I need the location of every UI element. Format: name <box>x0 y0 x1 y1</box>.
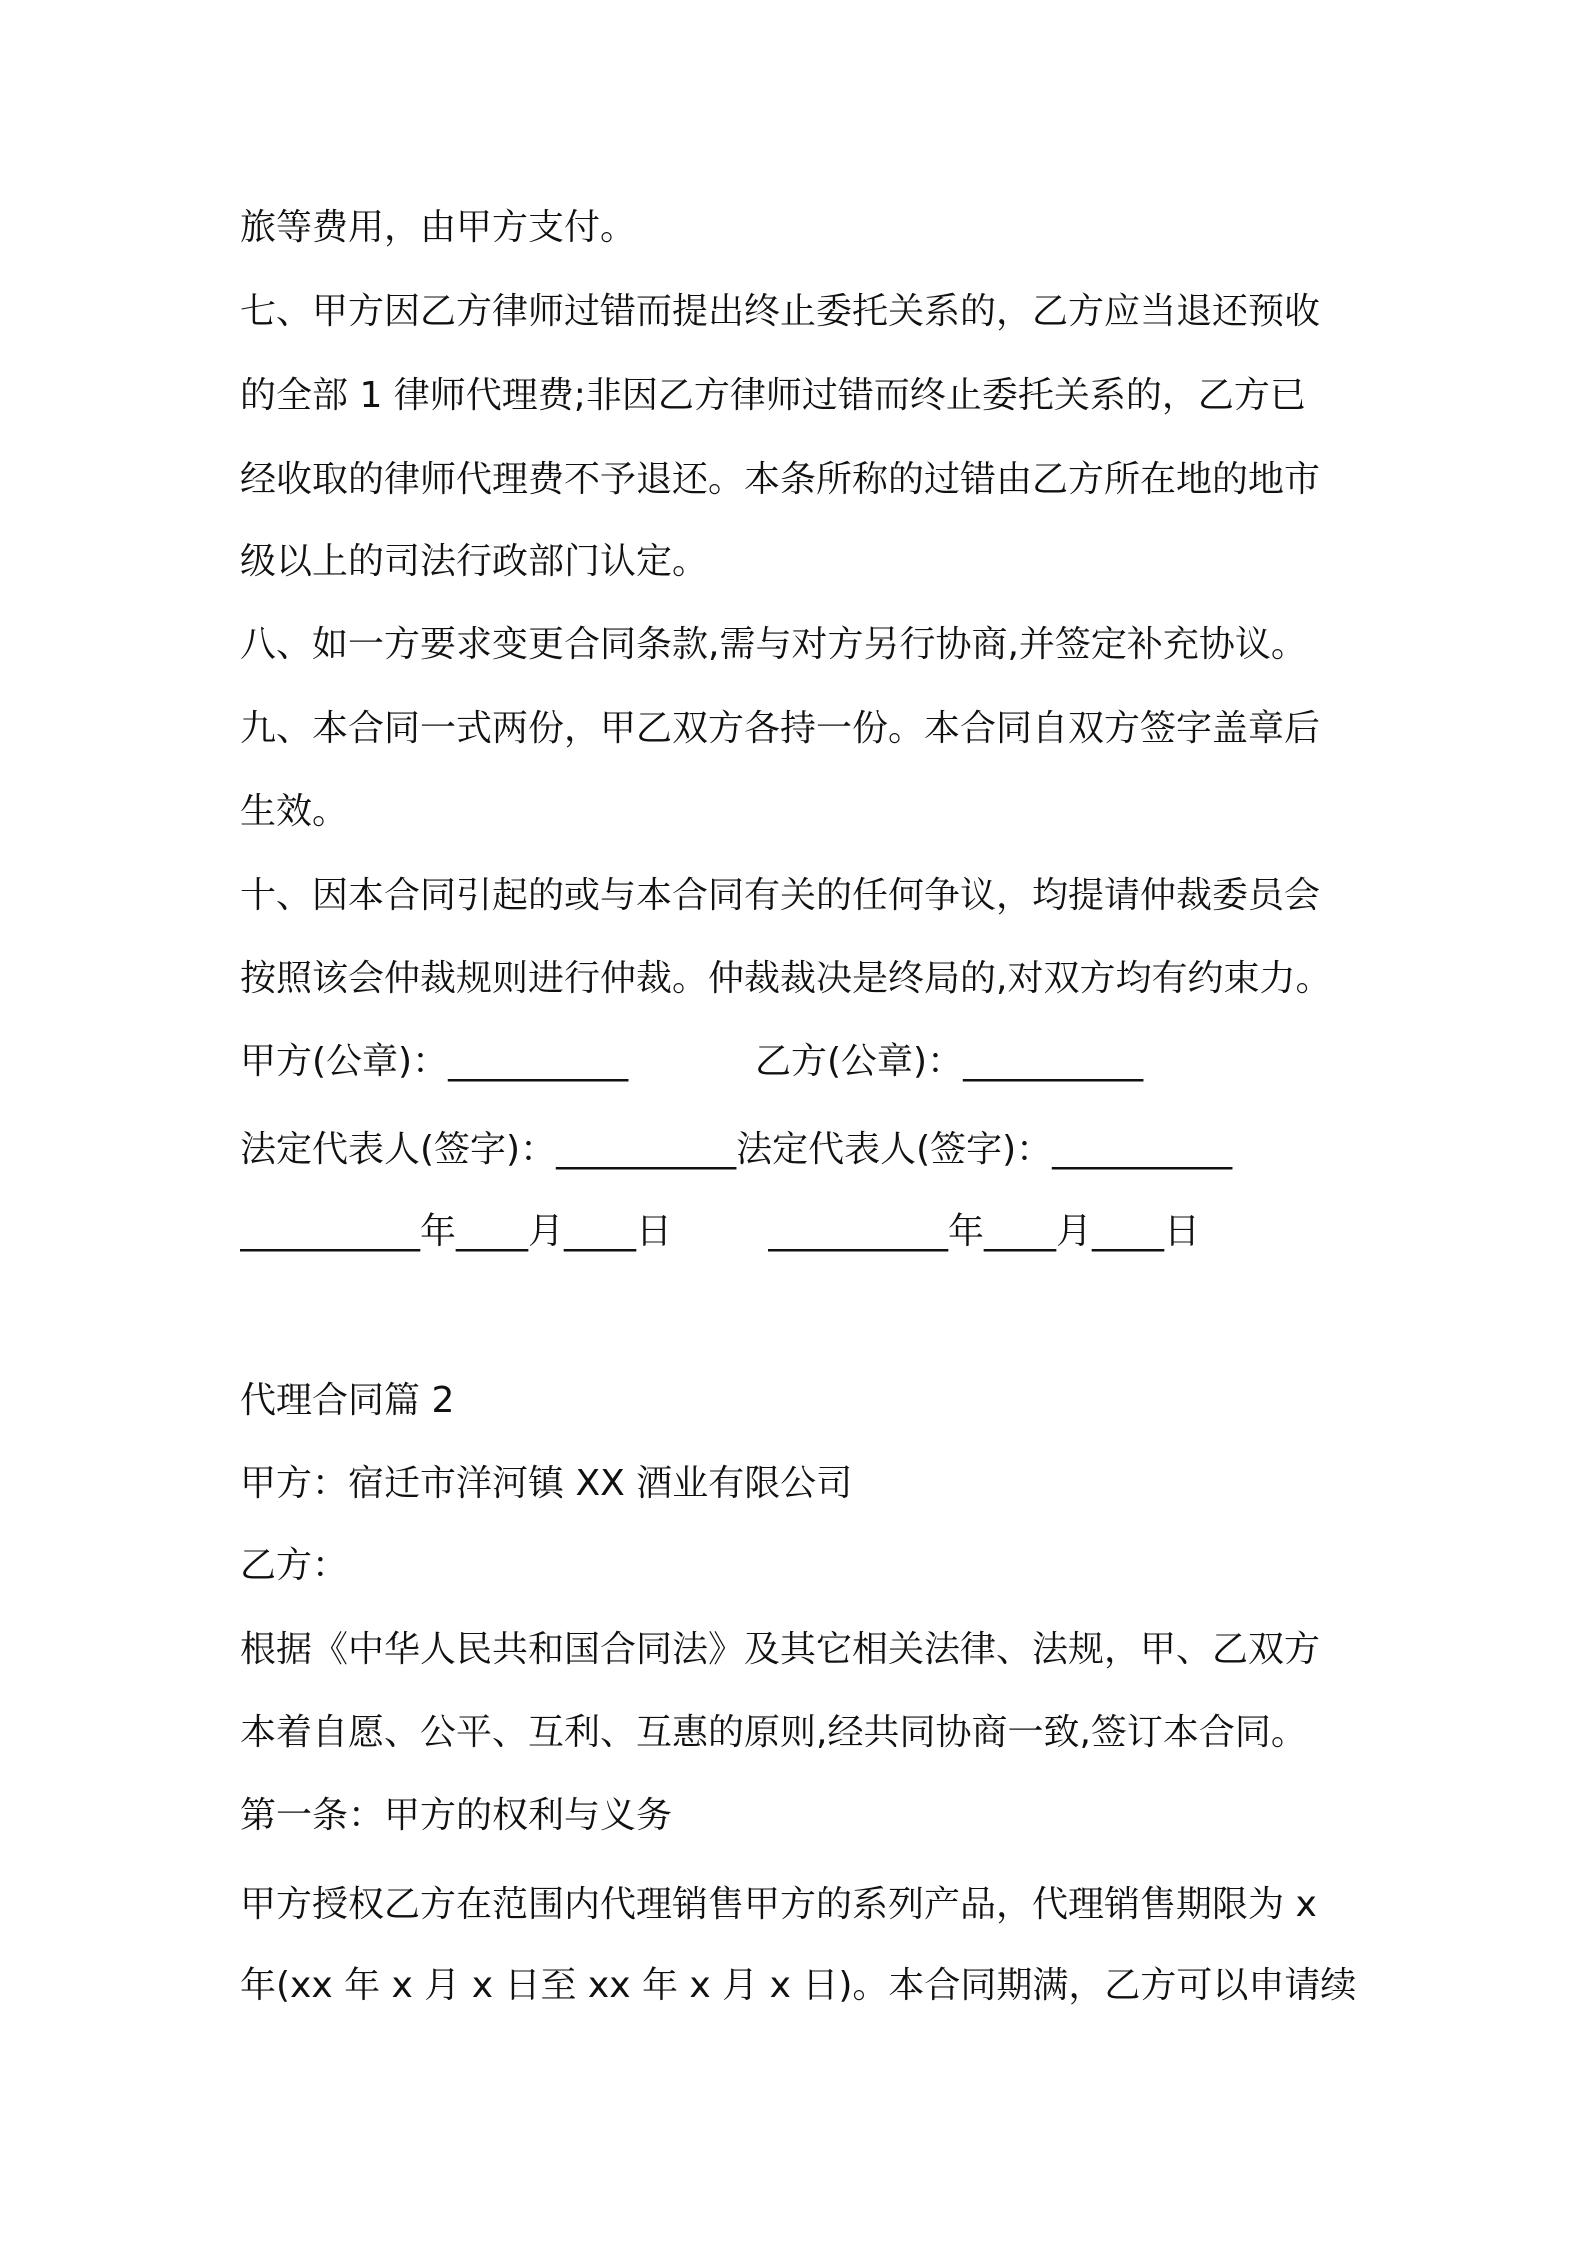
section-title: 代理合同篇 2 <box>240 1380 455 1421</box>
paragraph-line: 年(xx 年 x 月 x 日至 xx 年 x 月 x 日)。本合同期满，乙方可以申请续 <box>240 1965 1357 2006</box>
paragraph-line: 本着自愿、公平、互利、互惠的原则,经共同协商一致,签订本合同。 <box>240 1712 1307 1753</box>
paragraph-line: 经收取的律师代理费不予退还。本条所称的过错由乙方所在地的地市 <box>240 459 1321 500</box>
party-a-seal-line: 甲方(公章)：__________ <box>240 1041 629 1082</box>
date-line-b: __________年____月____日 <box>768 1211 1200 1252</box>
paragraph-line: 级以上的司法行政部门认定。 <box>240 541 709 582</box>
paragraph-line: 的全部 1 律师代理费;非因乙方律师过错而终止委托关系的，乙方已 <box>240 375 1306 416</box>
paragraph-line: 十、因本合同引起的或与本合同有关的任何争议，均提请仲裁委员会 <box>240 875 1321 916</box>
legal-representative-line: 法定代表人(签字)：__________法定代表人(签字)：__________ <box>240 1129 1233 1170</box>
paragraph-line: 旅等费用，由甲方支付。 <box>240 207 637 248</box>
paragraph-line: 八、如一方要求变更合同条款,需与对方另行协商,并签定补充协议。 <box>240 624 1307 665</box>
paragraph-line: 七、甲方因乙方律师过错而提出终止委托关系的，乙方应当退还预收 <box>240 291 1321 332</box>
date-line-a: __________年____月____日 <box>240 1211 672 1252</box>
paragraph-line: 生效。 <box>240 791 349 832</box>
party-b-line: 乙方： <box>240 1545 349 1586</box>
paragraph-line: 九、本合同一式两份，甲乙双方各持一份。本合同自双方签字盖章后 <box>240 708 1321 749</box>
article-heading: 第一条：甲方的权利与义务 <box>240 1795 673 1836</box>
paragraph-line: 甲方授权乙方在范围内代理销售甲方的系列产品，代理销售期限为 x <box>240 1884 1317 1925</box>
paragraph-line: 根据《中华人民共和国合同法》及其它相关法律、法规，甲、乙双方 <box>240 1629 1321 1670</box>
paragraph-line: 按照该会仲裁规则进行仲裁。仲裁裁决是终局的,对双方均有约束力。 <box>240 958 1332 999</box>
party-a-line: 甲方：宿迁市洋河镇 XX 酒业有限公司 <box>240 1463 853 1504</box>
party-b-seal-line: 乙方(公章)：__________ <box>755 1041 1144 1082</box>
